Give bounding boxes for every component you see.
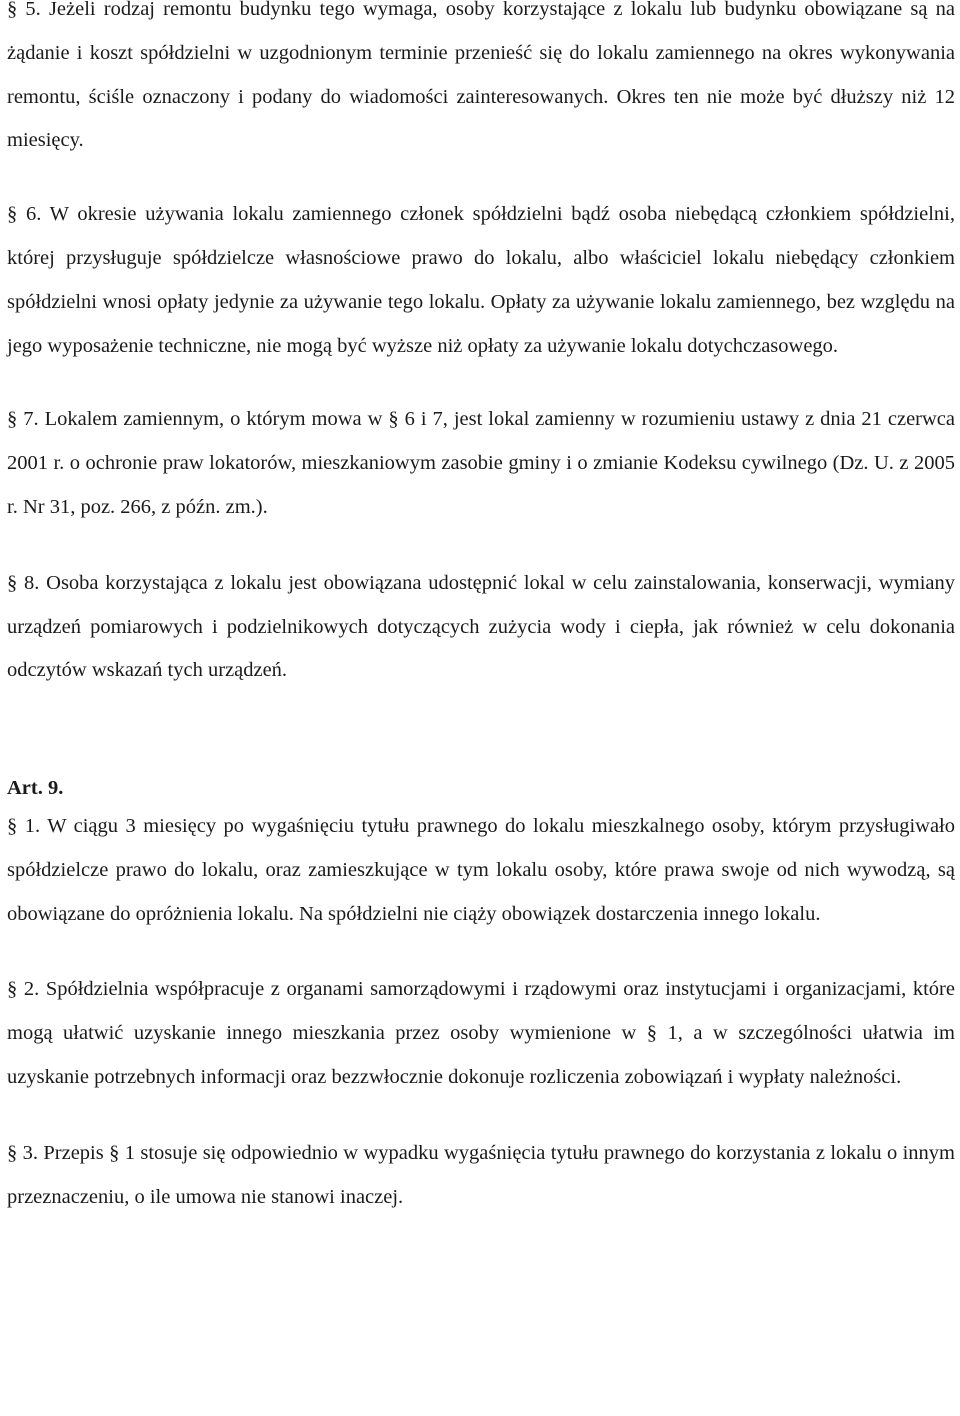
document-page xyxy=(7,0,955,1219)
article-paragraph-2: § 2. Spółdzielnia współpracuje z organami samorządowymi i rządowymi oraz instytucjami i organizacjami, które mogą ułatwić uzyskanie innego mieszkania przez osoby wymienione w § 1, a w szczególności ułatwia im uzyskanie potrzebnych informacji oraz bezzwłocznie dokonuje rozliczenia zobowiązań i wypłaty należności. xyxy=(7,978,955,1088)
article-heading: Art. 9. xyxy=(7,777,64,800)
paragraph-5: § 5. Jeżeli rodzaj remontu budynku tego wymaga, osoby korzystające z lokalu lub budynku obowiązane są na żądanie i koszt spółdzielni w uzgodnionym terminie przenieść się do lokalu zamiennego na okres wykonywania remontu, ściśle oznaczony i podany do wiadomości zainteresowanych. Okres ten nie może być dłuższy niż 12 miesięcy. xyxy=(7,0,955,152)
article-paragraph-1: § 1. W ciągu 3 miesięcy po wygaśnięciu tytułu prawnego do lokalu mieszkalnego osoby, którym przysługiwało spółdzielcze prawo do lokalu, oraz zamieszkujące w tym lokalu osoby, które prawa swoje od nich wywodzą, są obowiązane do opróżnienia lokalu. Na spółdzielni nie ciąży obowiązek dostarczenia innego lokalu. xyxy=(7,814,955,925)
paragraph-7: § 7. Lokalem zamiennym, o którym mowa w § 6 i 7, jest lokal zamienny w rozumieniu ustawy z dnia 21 czerwca 2001 r. o ochronie praw lokatorów, mieszkaniowym zasobie gminy i o zmianie Kodeksu cywilnego (Dz. U. z 2005 r. Nr 31, poz. 266, z późn. zm.). xyxy=(7,408,955,518)
paragraph-6: § 6. W okresie używania lokalu zamiennego członek spółdzielni bądź osoba niebędącą członkiem spółdzielni, której przysługuje spółdzielcze własnościowe prawo do lokalu, albo właściciel lokalu niebędący członkiem spółdzielni wnosi opłaty jedynie za używanie tego lokalu. Opłaty za używanie lokalu zamiennego, bez względu na jego wyposażenie techniczne, nie mogą być wyższe niż opłaty za używanie lokalu dotychczasowego. xyxy=(7,203,955,357)
article-paragraph-3: § 3. Przepis § 1 stosuje się odpowiednio w wypadku wygaśnięcia tytułu prawnego do korzystania z lokalu o innym przeznaczeniu, o ile umowa nie stanowi inaczej. xyxy=(7,1141,955,1208)
paragraph-8: § 8. Osoba korzystająca z lokalu jest obowiązana udostępnić lokal w celu zainstalowania, konserwacji, wymiany urządzeń pomiarowych i podzielnikowych dotyczących zużycia wody i ciepła, jak również w celu dokonania odczytów wskazań tych urządzeń. xyxy=(7,571,955,682)
